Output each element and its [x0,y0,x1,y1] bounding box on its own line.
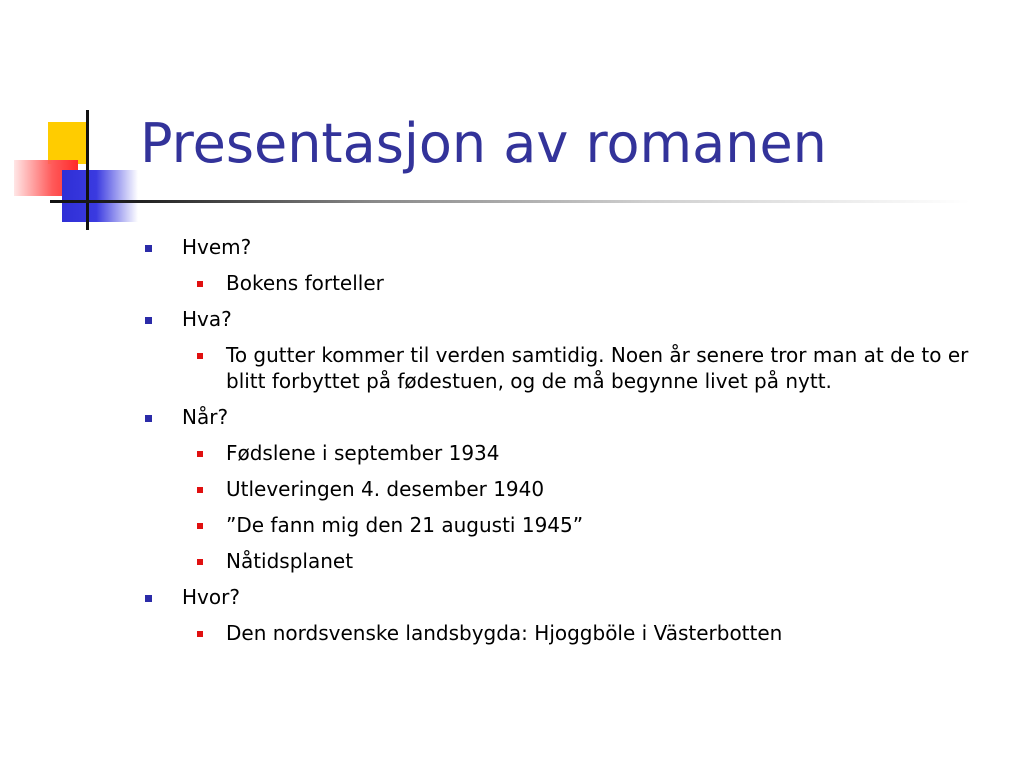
bullet-item [140,234,1000,260]
square-bullet-icon [197,487,203,493]
vertical-rule [86,110,89,230]
square-bullet-icon [197,451,203,457]
sub-bullet-item [140,548,986,574]
square-bullet-icon [145,415,152,422]
bullet-list [140,234,1000,656]
square-bullet-icon [145,245,152,252]
sub-bullet-item [140,440,986,466]
slide-title: Presentasjon av romanen [140,112,827,175]
square-bullet-icon [197,523,203,529]
bullet-text: ”De fann mig den 21 augusti 1945” [226,513,584,537]
bullet-text: Hva? [182,307,232,331]
bullet-item [140,584,1000,610]
bullet-text: To gutter kommer til verden samtidig. Noen år senere tror man at de to er blitt forbyttet på fødestuen, og de må begynne livet på nytt. [226,343,969,393]
square-bullet-icon [145,595,152,602]
sub-bullet-item [140,620,986,646]
square-bullet-icon [197,559,203,565]
bullet-text: Når? [182,405,229,429]
bullet-text: Fødslene i september 1934 [226,441,500,465]
bullet-item [140,404,1000,430]
bullet-text: Hvor? [182,585,240,609]
yellow-square [48,122,88,164]
bullet-text: Den nordsvenske landsbygda: Hjoggböle i Västerbotten [226,621,783,645]
bullet-text: Nåtidsplanet [226,549,354,573]
square-bullet-icon [145,317,152,324]
sub-bullet-item [140,270,986,296]
square-bullet-icon [197,281,203,287]
bullet-text: Utleveringen 4. desember 1940 [226,477,545,501]
sub-bullet-item [140,476,986,502]
sub-bullet-item [140,342,986,394]
bullet-item [140,306,1000,332]
blue-square [62,170,138,222]
sub-bullet-item [140,512,986,538]
bullet-text: Bokens forteller [226,271,384,295]
square-bullet-icon [197,353,203,359]
bullet-text: Hvem? [182,235,252,259]
square-bullet-icon [197,631,203,637]
title-underline [50,200,970,203]
